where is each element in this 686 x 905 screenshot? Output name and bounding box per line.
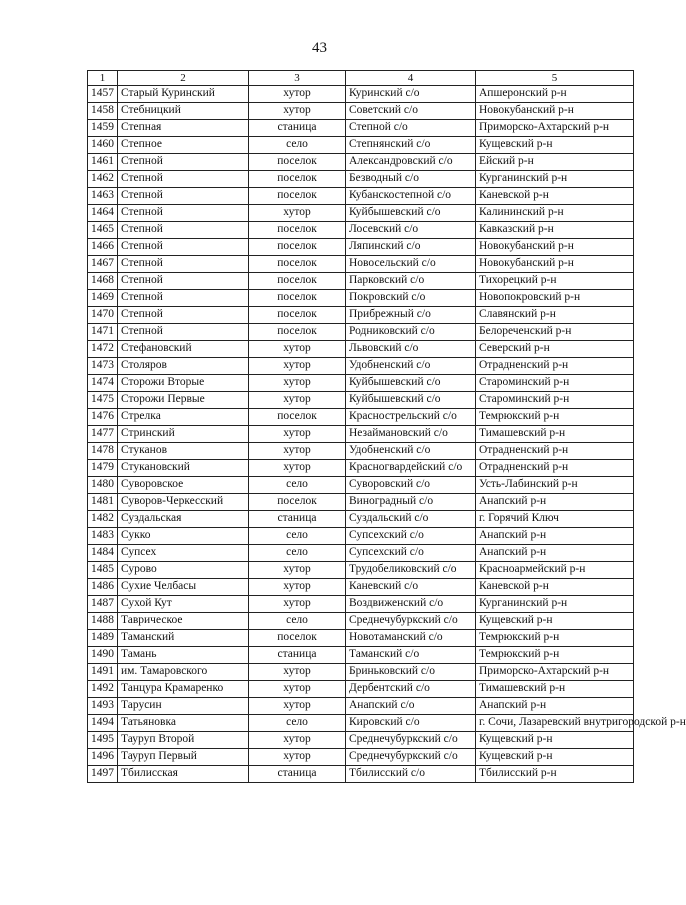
table-row — [88, 120, 634, 137]
table-row — [88, 86, 634, 103]
council-name: Супсехский с/о — [346, 528, 476, 545]
table-row — [88, 307, 634, 324]
column-header: 2 — [118, 71, 249, 86]
table-row — [88, 358, 634, 375]
settlement-type: село — [249, 477, 346, 494]
row-number: 1458 — [88, 103, 118, 120]
row-number: 1488 — [88, 613, 118, 630]
table-row — [88, 494, 634, 511]
table-row — [88, 443, 634, 460]
district-name: Тимашевский р-н — [476, 681, 634, 698]
settlement-type: хутор — [249, 103, 346, 120]
council-name: Среднечубуркский с/о — [346, 749, 476, 766]
district-name: Кущевский р-н — [476, 137, 634, 154]
settlement-name: Таврическое — [118, 613, 249, 630]
table-row — [88, 290, 634, 307]
table-row — [88, 664, 634, 681]
table-row — [88, 511, 634, 528]
table-row — [88, 698, 634, 715]
district-name: г. Горячий Ключ — [476, 511, 634, 528]
row-number: 1494 — [88, 715, 118, 732]
settlement-name: Старый Куринский — [118, 86, 249, 103]
council-name: Краснострельский с/о — [346, 409, 476, 426]
settlement-name: Столяров — [118, 358, 249, 375]
council-name: Супсехский с/о — [346, 545, 476, 562]
district-name: г. Сочи, Лазаревский внутригородской р-н — [476, 715, 634, 732]
council-name: Незаймановский с/о — [346, 426, 476, 443]
row-number: 1464 — [88, 205, 118, 222]
row-number: 1485 — [88, 562, 118, 579]
settlement-name: Стебницкий — [118, 103, 249, 120]
table-row — [88, 681, 634, 698]
settlement-type: поселок — [249, 154, 346, 171]
table-row — [88, 528, 634, 545]
column-header: 5 — [476, 71, 634, 86]
council-name: Родниковский с/о — [346, 324, 476, 341]
row-number: 1492 — [88, 681, 118, 698]
settlement-type: хутор — [249, 460, 346, 477]
row-number: 1491 — [88, 664, 118, 681]
table-row — [88, 460, 634, 477]
council-name: Степнянский с/о — [346, 137, 476, 154]
council-name: Прибрежный с/о — [346, 307, 476, 324]
settlement-name: Степной — [118, 273, 249, 290]
table-row — [88, 562, 634, 579]
settlement-type: хутор — [249, 749, 346, 766]
settlement-type: поселок — [249, 630, 346, 647]
settlement-type: поселок — [249, 290, 346, 307]
settlement-name: Тамань — [118, 647, 249, 664]
column-header: 4 — [346, 71, 476, 86]
table-row — [88, 171, 634, 188]
district-name: Приморско-Ахтарский р-н — [476, 120, 634, 137]
row-number: 1493 — [88, 698, 118, 715]
settlement-type: хутор — [249, 443, 346, 460]
council-name: Парковский с/о — [346, 273, 476, 290]
table-row — [88, 766, 634, 783]
settlement-name: Танцура Крамаренко — [118, 681, 249, 698]
council-name: Куйбышевский с/о — [346, 205, 476, 222]
table-row — [88, 630, 634, 647]
settlement-type: село — [249, 137, 346, 154]
row-number: 1462 — [88, 171, 118, 188]
row-number: 1476 — [88, 409, 118, 426]
council-name: Степной с/о — [346, 120, 476, 137]
table-row — [88, 477, 634, 494]
settlement-type: поселок — [249, 307, 346, 324]
district-name: Новокубанский р-н — [476, 239, 634, 256]
table-row — [88, 732, 634, 749]
settlement-type: станица — [249, 766, 346, 783]
council-name: Суворовский с/о — [346, 477, 476, 494]
table-row — [88, 545, 634, 562]
settlement-name: Суздальская — [118, 511, 249, 528]
settlement-name: Тбилисская — [118, 766, 249, 783]
settlement-type: станица — [249, 647, 346, 664]
table-row — [88, 392, 634, 409]
table-body — [88, 86, 686, 783]
settlement-name: Степной — [118, 239, 249, 256]
district-name: Каневской р-н — [476, 579, 634, 596]
row-number: 1480 — [88, 477, 118, 494]
settlement-name: Сухие Челбасы — [118, 579, 249, 596]
settlement-type: село — [249, 545, 346, 562]
council-name: Тбилисский с/о — [346, 766, 476, 783]
district-name: Калининский р-н — [476, 205, 634, 222]
council-name: Бриньковский с/о — [346, 664, 476, 681]
settlement-name: Тарусин — [118, 698, 249, 715]
table-row — [88, 647, 634, 664]
row-number: 1472 — [88, 341, 118, 358]
district-name: Усть-Лабинский р-н — [476, 477, 634, 494]
council-name: Безводный с/о — [346, 171, 476, 188]
district-name: Кущевский р-н — [476, 613, 634, 630]
district-name: Ейский р-н — [476, 154, 634, 171]
settlement-name: Степное — [118, 137, 249, 154]
council-name: Александровский с/о — [346, 154, 476, 171]
settlement-name: Степной — [118, 324, 249, 341]
settlement-type: поселок — [249, 256, 346, 273]
settlement-type: хутор — [249, 681, 346, 698]
table-row — [88, 749, 634, 766]
settlement-type: хутор — [249, 562, 346, 579]
table-row — [88, 137, 634, 154]
row-number: 1497 — [88, 766, 118, 783]
row-number: 1466 — [88, 239, 118, 256]
settlement-type: поселок — [249, 409, 346, 426]
district-name: Темрюкский р-н — [476, 409, 634, 426]
district-name: Новопокровский р-н — [476, 290, 634, 307]
district-name: Славянский р-н — [476, 307, 634, 324]
district-name: Тихорецкий р-н — [476, 273, 634, 290]
row-number: 1459 — [88, 120, 118, 137]
district-name: Белореченский р-н — [476, 324, 634, 341]
settlement-name: Сукко — [118, 528, 249, 545]
row-number: 1469 — [88, 290, 118, 307]
settlement-type: хутор — [249, 732, 346, 749]
council-name: Львовский с/о — [346, 341, 476, 358]
settlement-name: Суворовское — [118, 477, 249, 494]
row-number: 1468 — [88, 273, 118, 290]
council-name: Виноградный с/о — [346, 494, 476, 511]
table-row — [88, 273, 634, 290]
settlement-name: Степной — [118, 256, 249, 273]
council-name: Среднечубуркский с/о — [346, 613, 476, 630]
settlement-type: село — [249, 528, 346, 545]
row-number: 1477 — [88, 426, 118, 443]
council-name: Куйбышевский с/о — [346, 392, 476, 409]
settlement-type: хутор — [249, 358, 346, 375]
district-name: Тбилисский р-н — [476, 766, 634, 783]
settlement-name: Татьяновка — [118, 715, 249, 732]
table-row — [88, 341, 634, 358]
row-number: 1495 — [88, 732, 118, 749]
row-number: 1475 — [88, 392, 118, 409]
settlement-type: хутор — [249, 596, 346, 613]
settlement-type: поселок — [249, 239, 346, 256]
district-name: Анапский р-н — [476, 698, 634, 715]
settlement-type: хутор — [249, 205, 346, 222]
council-name: Анапский с/о — [346, 698, 476, 715]
table-row — [88, 103, 634, 120]
settlement-type: хутор — [249, 664, 346, 681]
settlement-type: поселок — [249, 171, 346, 188]
district-name: Темрюкский р-н — [476, 630, 634, 647]
settlement-name: Степной — [118, 290, 249, 307]
settlement-name: Тауруп Первый — [118, 749, 249, 766]
district-name: Тимашевский р-н — [476, 426, 634, 443]
council-name: Таманский с/о — [346, 647, 476, 664]
settlement-type: село — [249, 613, 346, 630]
council-name: Дербентский с/о — [346, 681, 476, 698]
settlement-name: Степной — [118, 222, 249, 239]
settlement-name: Стукановский — [118, 460, 249, 477]
council-name: Куйбышевский с/о — [346, 375, 476, 392]
council-name: Трудобеликовский с/о — [346, 562, 476, 579]
table-row — [88, 239, 634, 256]
district-name: Анапский р-н — [476, 494, 634, 511]
row-number: 1484 — [88, 545, 118, 562]
council-name: Удобненский с/о — [346, 358, 476, 375]
council-name: Покровский с/о — [346, 290, 476, 307]
table-row — [88, 324, 634, 341]
district-name: Темрюкский р-н — [476, 647, 634, 664]
row-number: 1457 — [88, 86, 118, 103]
row-number: 1479 — [88, 460, 118, 477]
settlement-type: поселок — [249, 494, 346, 511]
settlement-type: хутор — [249, 375, 346, 392]
row-number: 1487 — [88, 596, 118, 613]
district-name: Новокубанский р-н — [476, 256, 634, 273]
row-number: 1482 — [88, 511, 118, 528]
table-row — [88, 154, 634, 171]
row-number: 1490 — [88, 647, 118, 664]
council-name: Каневский с/о — [346, 579, 476, 596]
row-number: 1481 — [88, 494, 118, 511]
settlement-type: поселок — [249, 222, 346, 239]
table-row — [88, 222, 634, 239]
district-name: Анапский р-н — [476, 545, 634, 562]
table-row — [88, 579, 634, 596]
council-name: Лосевский с/о — [346, 222, 476, 239]
settlement-name: Сухой Кут — [118, 596, 249, 613]
page-number: 43 — [312, 40, 327, 56]
council-name: Ляпинский с/о — [346, 239, 476, 256]
row-number: 1467 — [88, 256, 118, 273]
settlement-type: станица — [249, 511, 346, 528]
row-number: 1483 — [88, 528, 118, 545]
table-row — [88, 715, 634, 732]
settlement-type: станица — [249, 120, 346, 137]
settlement-type: хутор — [249, 341, 346, 358]
settlement-name: Сторожи Вторые — [118, 375, 249, 392]
settlement-name: Суворов-Черкесский — [118, 494, 249, 511]
district-name: Староминский р-н — [476, 375, 634, 392]
table-row — [88, 256, 634, 273]
row-number: 1489 — [88, 630, 118, 647]
district-name: Староминский р-н — [476, 392, 634, 409]
district-name: Приморско-Ахтарский р-н — [476, 664, 634, 681]
settlement-name: Стуканов — [118, 443, 249, 460]
settlement-name: Степной — [118, 171, 249, 188]
district-name: Курганинский р-н — [476, 171, 634, 188]
council-name: Новотаманский с/о — [346, 630, 476, 647]
table-header-row — [88, 71, 634, 86]
settlement-type: поселок — [249, 273, 346, 290]
settlement-name: Тауруп Второй — [118, 732, 249, 749]
district-name: Анапский р-н — [476, 528, 634, 545]
council-name: Советский с/о — [346, 103, 476, 120]
settlement-name: им. Тамаровского — [118, 664, 249, 681]
district-name: Северский р-н — [476, 341, 634, 358]
table-row — [88, 613, 634, 630]
row-number: 1461 — [88, 154, 118, 171]
settlement-name: Степной — [118, 205, 249, 222]
settlement-type: хутор — [249, 426, 346, 443]
district-name: Апшеронский р-н — [476, 86, 634, 103]
settlement-name: Стринский — [118, 426, 249, 443]
settlement-type: хутор — [249, 698, 346, 715]
district-name: Новокубанский р-н — [476, 103, 634, 120]
settlement-name: Стрелка — [118, 409, 249, 426]
row-number: 1486 — [88, 579, 118, 596]
row-number: 1474 — [88, 375, 118, 392]
row-number: 1460 — [88, 137, 118, 154]
district-name: Отрадненский р-н — [476, 358, 634, 375]
settlement-type: хутор — [249, 392, 346, 409]
settlement-name: Сурово — [118, 562, 249, 579]
council-name: Удобненский с/о — [346, 443, 476, 460]
row-number: 1471 — [88, 324, 118, 341]
council-name: Суздальский с/о — [346, 511, 476, 528]
council-name: Новосельский с/о — [346, 256, 476, 273]
settlement-name: Степная — [118, 120, 249, 137]
district-name: Кущевский р-н — [476, 749, 634, 766]
council-name: Среднечубуркский с/о — [346, 732, 476, 749]
council-name: Куринский с/о — [346, 86, 476, 103]
council-name: Воздвиженский с/о — [346, 596, 476, 613]
settlement-type: поселок — [249, 188, 346, 205]
settlement-name: Степной — [118, 307, 249, 324]
settlement-name: Стефановский — [118, 341, 249, 358]
row-number: 1478 — [88, 443, 118, 460]
council-name: Красногвардейский с/о — [346, 460, 476, 477]
settlements-table — [87, 70, 686, 783]
table-row — [88, 409, 634, 426]
settlement-type: хутор — [249, 86, 346, 103]
district-name: Каневской р-н — [476, 188, 634, 205]
table-row — [88, 205, 634, 222]
column-header: 3 — [249, 71, 346, 86]
table-row — [88, 375, 634, 392]
settlement-name: Степной — [118, 154, 249, 171]
table-row — [88, 188, 634, 205]
settlement-type: поселок — [249, 324, 346, 341]
column-header: 1 — [88, 71, 118, 86]
settlement-type: хутор — [249, 579, 346, 596]
row-number: 1496 — [88, 749, 118, 766]
district-name: Отрадненский р-н — [476, 443, 634, 460]
district-name: Кавказский р-н — [476, 222, 634, 239]
district-name: Курганинский р-н — [476, 596, 634, 613]
council-name: Кубанскостепной с/о — [346, 188, 476, 205]
row-number: 1473 — [88, 358, 118, 375]
table-row — [88, 596, 634, 613]
settlement-name: Степной — [118, 188, 249, 205]
row-number: 1465 — [88, 222, 118, 239]
settlement-name: Супсех — [118, 545, 249, 562]
district-name: Отрадненский р-н — [476, 460, 634, 477]
settlement-name: Сторожи Первые — [118, 392, 249, 409]
row-number: 1470 — [88, 307, 118, 324]
settlement-type: село — [249, 715, 346, 732]
table-row — [88, 426, 634, 443]
district-name: Красноармейский р-н — [476, 562, 634, 579]
council-name: Кировский с/о — [346, 715, 476, 732]
district-name: Кущевский р-н — [476, 732, 634, 749]
row-number: 1463 — [88, 188, 118, 205]
settlement-name: Таманский — [118, 630, 249, 647]
